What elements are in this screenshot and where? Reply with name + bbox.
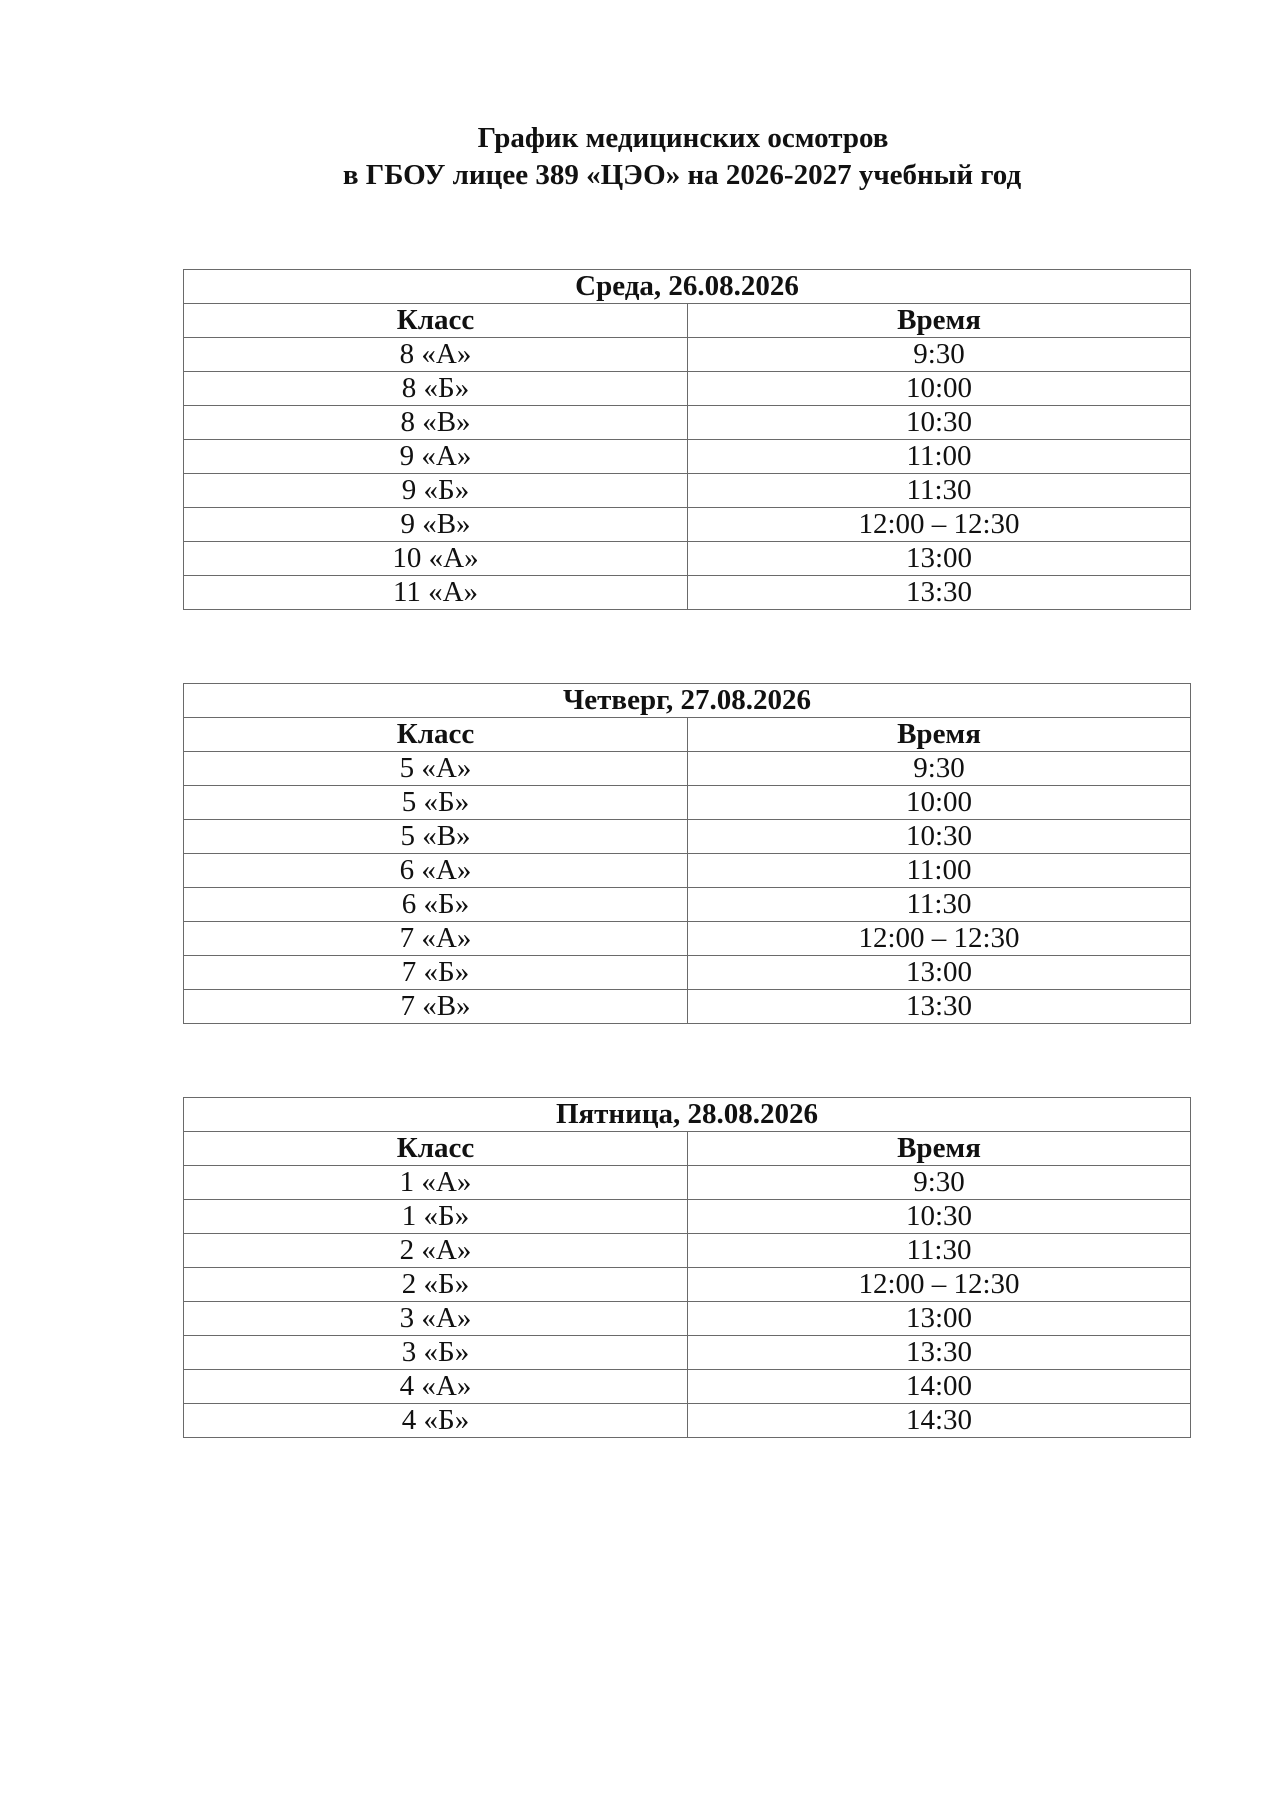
class-cell: 2 «Б» <box>184 1268 688 1302</box>
time-cell: 12:00 – 12:30 <box>688 508 1191 542</box>
day-header: Среда, 26.08.2026 <box>184 270 1191 304</box>
time-column-header: Время <box>688 718 1191 752</box>
time-cell: 11:00 <box>688 440 1191 474</box>
day-header: Четверг, 27.08.2026 <box>184 684 1191 718</box>
class-cell: 4 «А» <box>184 1370 688 1404</box>
table-row <box>184 406 1191 440</box>
document-subtitle: в ГБОУ лицее 389 «ЦЭО» на 2026-2027 учебный год <box>342 159 1022 191</box>
time-cell: 10:00 <box>688 786 1191 820</box>
table-row <box>184 372 1191 406</box>
time-cell: 11:30 <box>688 888 1191 922</box>
time-cell: 13:00 <box>688 542 1191 576</box>
time-cell: 10:30 <box>688 406 1191 440</box>
column-header-row <box>184 718 1191 752</box>
table-row <box>184 1268 1191 1302</box>
time-cell: 11:00 <box>688 854 1191 888</box>
time-cell: 13:30 <box>688 990 1191 1024</box>
table-row <box>184 956 1191 990</box>
table-row <box>184 576 1191 610</box>
schedule-table-friday <box>183 1097 1191 1438</box>
time-cell: 10:00 <box>688 372 1191 406</box>
time-cell: 10:30 <box>688 1200 1191 1234</box>
table-row <box>184 820 1191 854</box>
table-row <box>184 888 1191 922</box>
table-row <box>184 854 1191 888</box>
table-row <box>184 922 1191 956</box>
table-row <box>184 1404 1191 1438</box>
class-cell: 5 «А» <box>184 752 688 786</box>
day-header: Пятница, 28.08.2026 <box>184 1098 1191 1132</box>
table-row <box>184 1200 1191 1234</box>
time-cell: 14:30 <box>688 1404 1191 1438</box>
time-column-header: Время <box>688 304 1191 338</box>
class-cell: 11 «А» <box>184 576 688 610</box>
time-cell: 13:00 <box>688 1302 1191 1336</box>
class-cell: 6 «Б» <box>184 888 688 922</box>
day-header-row <box>184 1098 1191 1132</box>
time-cell: 11:30 <box>688 474 1191 508</box>
table-row <box>184 1234 1191 1268</box>
class-cell: 5 «Б» <box>184 786 688 820</box>
schedule-table-wednesday <box>183 269 1191 610</box>
class-cell: 7 «В» <box>184 990 688 1024</box>
time-cell: 12:00 – 12:30 <box>688 1268 1191 1302</box>
class-cell: 9 «А» <box>184 440 688 474</box>
class-column-header: Класс <box>184 304 688 338</box>
table-row <box>184 474 1191 508</box>
time-cell: 10:30 <box>688 820 1191 854</box>
class-cell: 7 «Б» <box>184 956 688 990</box>
table-row <box>184 440 1191 474</box>
class-cell: 5 «В» <box>184 820 688 854</box>
class-cell: 3 «Б» <box>184 1336 688 1370</box>
time-cell: 13:30 <box>688 576 1191 610</box>
day-header-row <box>184 684 1191 718</box>
time-cell: 13:30 <box>688 1336 1191 1370</box>
time-cell: 9:30 <box>688 338 1191 372</box>
table-row <box>184 990 1191 1024</box>
class-cell: 8 «В» <box>184 406 688 440</box>
class-cell: 3 «А» <box>184 1302 688 1336</box>
table-row <box>184 786 1191 820</box>
column-header-row <box>184 304 1191 338</box>
time-cell: 13:00 <box>688 956 1191 990</box>
time-cell: 9:30 <box>688 1166 1191 1200</box>
schedule-table-thursday <box>183 683 1191 1024</box>
time-column-header: Время <box>688 1132 1191 1166</box>
column-header-row <box>184 1132 1191 1166</box>
time-cell: 14:00 <box>688 1370 1191 1404</box>
time-cell: 11:30 <box>688 1234 1191 1268</box>
class-cell: 7 «А» <box>184 922 688 956</box>
table-row <box>184 542 1191 576</box>
class-column-header: Класс <box>184 1132 688 1166</box>
document-title: График медицинских осмотров <box>477 122 889 154</box>
time-cell: 12:00 – 12:30 <box>688 922 1191 956</box>
class-column-header: Класс <box>184 718 688 752</box>
table-row <box>184 1166 1191 1200</box>
class-cell: 9 «В» <box>184 508 688 542</box>
table-row <box>184 752 1191 786</box>
table-row <box>184 1370 1191 1404</box>
class-cell: 2 «А» <box>184 1234 688 1268</box>
table-row <box>184 338 1191 372</box>
day-header-row <box>184 270 1191 304</box>
class-cell: 10 «А» <box>184 542 688 576</box>
table-row <box>184 508 1191 542</box>
class-cell: 4 «Б» <box>184 1404 688 1438</box>
table-row <box>184 1336 1191 1370</box>
class-cell: 8 «Б» <box>184 372 688 406</box>
table-row <box>184 1302 1191 1336</box>
class-cell: 1 «Б» <box>184 1200 688 1234</box>
class-cell: 1 «А» <box>184 1166 688 1200</box>
time-cell: 9:30 <box>688 752 1191 786</box>
class-cell: 9 «Б» <box>184 474 688 508</box>
class-cell: 8 «А» <box>184 338 688 372</box>
class-cell: 6 «А» <box>184 854 688 888</box>
